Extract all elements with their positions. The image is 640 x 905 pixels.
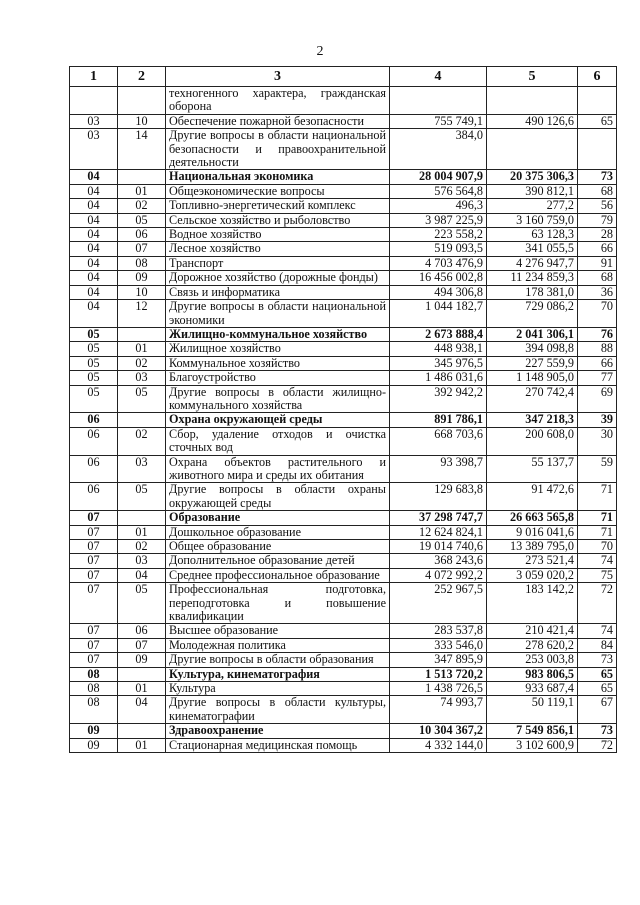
section-code-cell: 04 — [70, 242, 118, 256]
section-code-cell: 06 — [70, 427, 118, 455]
planned-amount-cell: 494 306,8 — [390, 285, 487, 299]
item-name-cell: техногенного характера, гражданская оборона — [166, 87, 390, 115]
section-code-cell: 05 — [70, 342, 118, 356]
column-header: 2 — [118, 67, 166, 87]
subsection-code-cell: 03 — [118, 455, 166, 483]
actual-amount-cell: 347 218,3 — [487, 413, 578, 427]
table-row — [70, 525, 617, 539]
subsection-code-cell — [118, 511, 166, 525]
subsection-code-cell: 08 — [118, 256, 166, 270]
percent-cell: 72 — [578, 738, 617, 752]
percent-cell: 65 — [578, 114, 617, 128]
percent-cell: 56 — [578, 199, 617, 213]
actual-amount-cell: 55 137,7 — [487, 455, 578, 483]
item-name-cell: Сельское хозяйство и рыболовство — [166, 213, 390, 227]
subsection-code-cell: 03 — [118, 554, 166, 568]
item-name-cell: Обеспечение пожарной безопасности — [166, 114, 390, 128]
section-code-cell: 07 — [70, 511, 118, 525]
actual-amount-cell: 227 559,9 — [487, 356, 578, 370]
subsection-code-cell: 06 — [118, 624, 166, 638]
section-code-cell: 09 — [70, 738, 118, 752]
percent-cell: 70 — [578, 300, 617, 328]
percent-cell: 36 — [578, 285, 617, 299]
subsection-code-cell: 01 — [118, 525, 166, 539]
actual-amount-cell: 178 381,0 — [487, 285, 578, 299]
section-code-cell: 07 — [70, 624, 118, 638]
percent-cell: 68 — [578, 271, 617, 285]
item-name-cell: Водное хозяйство — [166, 228, 390, 242]
planned-amount-cell: 37 298 747,7 — [390, 511, 487, 525]
item-name-cell: Общее образование — [166, 540, 390, 554]
section-code-cell: 04 — [70, 271, 118, 285]
table-row — [70, 682, 617, 696]
planned-amount-cell: 74 993,7 — [390, 696, 487, 724]
percent-cell: 84 — [578, 638, 617, 652]
section-code-cell: 04 — [70, 228, 118, 242]
table-row — [70, 184, 617, 198]
actual-amount-cell: 277,2 — [487, 199, 578, 213]
percent-cell: 74 — [578, 554, 617, 568]
actual-amount-cell: 7 549 856,1 — [487, 724, 578, 738]
percent-cell: 75 — [578, 568, 617, 582]
section-row — [70, 413, 617, 427]
table-row — [70, 228, 617, 242]
actual-amount-cell: 183 142,2 — [487, 583, 578, 624]
section-code-cell: 08 — [70, 682, 118, 696]
table-row — [70, 624, 617, 638]
item-name-cell: Общеэкономические вопросы — [166, 184, 390, 198]
actual-amount-cell: 341 055,5 — [487, 242, 578, 256]
subsection-code-cell: 02 — [118, 540, 166, 554]
table-row — [70, 483, 617, 511]
item-name-cell: Другие вопросы в области охраны окружающей среды — [166, 483, 390, 511]
item-name-cell: Дошкольное образование — [166, 525, 390, 539]
actual-amount-cell: 3 059 020,2 — [487, 568, 578, 582]
actual-amount-cell: 50 119,1 — [487, 696, 578, 724]
subsection-code-cell: 05 — [118, 385, 166, 413]
planned-amount-cell: 1 438 726,5 — [390, 682, 487, 696]
percent-cell: 65 — [578, 682, 617, 696]
section-code-cell: 07 — [70, 554, 118, 568]
subsection-code-cell: 05 — [118, 583, 166, 624]
actual-amount-cell: 278 620,2 — [487, 638, 578, 652]
planned-amount-cell: 28 004 907,9 — [390, 170, 487, 184]
planned-amount-cell: 496,3 — [390, 199, 487, 213]
planned-amount-cell: 576 564,8 — [390, 184, 487, 198]
item-name-cell: Благоустройство — [166, 371, 390, 385]
subsection-code-cell — [118, 413, 166, 427]
percent-cell: 68 — [578, 184, 617, 198]
table-row — [70, 371, 617, 385]
planned-amount-cell: 16 456 002,8 — [390, 271, 487, 285]
subsection-code-cell: 01 — [118, 184, 166, 198]
section-code-cell: 05 — [70, 385, 118, 413]
section-code-cell: 07 — [70, 653, 118, 667]
percent-cell — [578, 87, 617, 115]
percent-cell: 71 — [578, 483, 617, 511]
item-name-cell: Высшее образование — [166, 624, 390, 638]
item-name-cell: Профессиональная подготовка, переподготовка и повышение квалификации — [166, 583, 390, 624]
section-code-cell: 07 — [70, 568, 118, 582]
percent-cell: 74 — [578, 624, 617, 638]
actual-amount-cell: 270 742,4 — [487, 385, 578, 413]
section-code-cell: 06 — [70, 483, 118, 511]
percent-cell: 66 — [578, 242, 617, 256]
percent-cell: 73 — [578, 724, 617, 738]
actual-amount-cell: 253 003,8 — [487, 653, 578, 667]
subsection-code-cell: 09 — [118, 271, 166, 285]
percent-cell: 71 — [578, 525, 617, 539]
actual-amount-cell: 9 016 041,6 — [487, 525, 578, 539]
subsection-code-cell: 03 — [118, 371, 166, 385]
subsection-code-cell — [118, 170, 166, 184]
table-row — [70, 653, 617, 667]
subsection-code-cell: 14 — [118, 129, 166, 170]
percent-cell: 67 — [578, 696, 617, 724]
percent-cell: 39 — [578, 413, 617, 427]
column-header: 1 — [70, 67, 118, 87]
planned-amount-cell: 10 304 367,2 — [390, 724, 487, 738]
planned-amount-cell: 252 967,5 — [390, 583, 487, 624]
section-code-cell: 06 — [70, 455, 118, 483]
planned-amount-cell: 19 014 740,6 — [390, 540, 487, 554]
item-name-cell: Другие вопросы в области национальной экономики — [166, 300, 390, 328]
planned-amount-cell: 12 624 824,1 — [390, 525, 487, 539]
subsection-code-cell — [118, 327, 166, 341]
section-code-cell: 09 — [70, 724, 118, 738]
actual-amount-cell: 210 421,4 — [487, 624, 578, 638]
section-code-cell: 07 — [70, 540, 118, 554]
section-code-cell: 03 — [70, 114, 118, 128]
actual-amount-cell: 729 086,2 — [487, 300, 578, 328]
item-name-cell: Стационарная медицинская помощь — [166, 738, 390, 752]
planned-amount-cell: 2 673 888,4 — [390, 327, 487, 341]
section-row — [70, 170, 617, 184]
table-row — [70, 554, 617, 568]
planned-amount-cell: 4 332 144,0 — [390, 738, 487, 752]
percent-cell: 77 — [578, 371, 617, 385]
percent-cell: 65 — [578, 667, 617, 681]
subsection-code-cell: 02 — [118, 356, 166, 370]
section-code-cell: 04 — [70, 256, 118, 270]
percent-cell: 88 — [578, 342, 617, 356]
planned-amount-cell: 392 942,2 — [390, 385, 487, 413]
planned-amount-cell: 333 546,0 — [390, 638, 487, 652]
percent-cell: 72 — [578, 583, 617, 624]
subsection-code-cell: 06 — [118, 228, 166, 242]
subsection-code-cell: 07 — [118, 638, 166, 652]
table-row — [70, 738, 617, 752]
item-name-cell: Коммунальное хозяйство — [166, 356, 390, 370]
section-code-cell — [70, 87, 118, 115]
subsection-code-cell — [118, 667, 166, 681]
column-header: 4 — [390, 67, 487, 87]
section-row — [70, 667, 617, 681]
planned-amount-cell: 3 987 225,9 — [390, 213, 487, 227]
actual-amount-cell: 200 608,0 — [487, 427, 578, 455]
subsection-code-cell — [118, 724, 166, 738]
percent-cell: 73 — [578, 170, 617, 184]
budget-table — [69, 66, 617, 753]
actual-amount-cell: 3 160 759,0 — [487, 213, 578, 227]
actual-amount-cell: 983 806,5 — [487, 667, 578, 681]
planned-amount-cell: 347 895,9 — [390, 653, 487, 667]
table-header — [70, 67, 617, 87]
table-row — [70, 455, 617, 483]
planned-amount-cell: 1 513 720,2 — [390, 667, 487, 681]
item-name-cell: Дорожное хозяйство (дорожные фонды) — [166, 271, 390, 285]
subsection-code-cell: 10 — [118, 285, 166, 299]
actual-amount-cell: 26 663 565,8 — [487, 511, 578, 525]
table-row — [70, 427, 617, 455]
table-row — [70, 199, 617, 213]
table-row — [70, 583, 617, 624]
table-row — [70, 540, 617, 554]
subsection-code-cell: 02 — [118, 427, 166, 455]
section-code-cell: 04 — [70, 285, 118, 299]
section-code-cell: 04 — [70, 199, 118, 213]
subsection-code-cell: 04 — [118, 568, 166, 582]
percent-cell: 73 — [578, 653, 617, 667]
actual-amount-cell — [487, 87, 578, 115]
actual-amount-cell: 490 126,6 — [487, 114, 578, 128]
actual-amount-cell — [487, 129, 578, 170]
actual-amount-cell: 4 276 947,7 — [487, 256, 578, 270]
section-code-cell: 08 — [70, 696, 118, 724]
actual-amount-cell: 11 234 859,3 — [487, 271, 578, 285]
percent-cell: 91 — [578, 256, 617, 270]
section-code-cell: 08 — [70, 667, 118, 681]
actual-amount-cell: 91 472,6 — [487, 483, 578, 511]
section-code-cell: 04 — [70, 170, 118, 184]
planned-amount-cell: 223 558,2 — [390, 228, 487, 242]
planned-amount-cell: 519 093,5 — [390, 242, 487, 256]
planned-amount-cell: 755 749,1 — [390, 114, 487, 128]
percent-cell — [578, 129, 617, 170]
header-row — [70, 67, 617, 87]
item-name-cell: Здравоохранение — [166, 724, 390, 738]
percent-cell: 59 — [578, 455, 617, 483]
planned-amount-cell: 129 683,8 — [390, 483, 487, 511]
column-header: 6 — [578, 67, 617, 87]
item-name-cell: Охрана окружающей среды — [166, 413, 390, 427]
table-body — [70, 87, 617, 753]
planned-amount-cell: 1 044 182,7 — [390, 300, 487, 328]
subsection-code-cell: 05 — [118, 213, 166, 227]
percent-cell: 71 — [578, 511, 617, 525]
item-name-cell: Другие вопросы в области культуры, кинематографии — [166, 696, 390, 724]
item-name-cell: Жилищно-коммунальное хозяйство — [166, 327, 390, 341]
table-row — [70, 638, 617, 652]
actual-amount-cell: 20 375 306,3 — [487, 170, 578, 184]
subsection-code-cell: 01 — [118, 682, 166, 696]
item-name-cell: Культура, кинематография — [166, 667, 390, 681]
percent-cell: 69 — [578, 385, 617, 413]
planned-amount-cell: 368 243,6 — [390, 554, 487, 568]
subsection-code-cell: 01 — [118, 738, 166, 752]
actual-amount-cell: 1 148 905,0 — [487, 371, 578, 385]
actual-amount-cell: 63 128,3 — [487, 228, 578, 242]
item-name-cell: Молодежная политика — [166, 638, 390, 652]
planned-amount-cell: 1 486 031,6 — [390, 371, 487, 385]
section-code-cell: 05 — [70, 356, 118, 370]
table-row — [70, 568, 617, 582]
planned-amount-cell: 448 938,1 — [390, 342, 487, 356]
item-name-cell: Культура — [166, 682, 390, 696]
item-name-cell: Лесное хозяйство — [166, 242, 390, 256]
subsection-code-cell: 12 — [118, 300, 166, 328]
actual-amount-cell: 13 389 795,0 — [487, 540, 578, 554]
planned-amount-cell — [390, 87, 487, 115]
section-code-cell: 07 — [70, 583, 118, 624]
planned-amount-cell: 668 703,6 — [390, 427, 487, 455]
actual-amount-cell: 933 687,4 — [487, 682, 578, 696]
table-row — [70, 342, 617, 356]
item-name-cell: Транспорт — [166, 256, 390, 270]
item-name-cell: Жилищное хозяйство — [166, 342, 390, 356]
table-row — [70, 356, 617, 370]
section-code-cell: 04 — [70, 184, 118, 198]
percent-cell: 79 — [578, 213, 617, 227]
item-name-cell: Дополнительное образование детей — [166, 554, 390, 568]
subsection-code-cell: 02 — [118, 199, 166, 213]
item-name-cell: Топливно-энергетический комплекс — [166, 199, 390, 213]
subsection-code-cell: 01 — [118, 342, 166, 356]
table-row — [70, 87, 617, 115]
subsection-code-cell: 05 — [118, 483, 166, 511]
actual-amount-cell: 2 041 306,1 — [487, 327, 578, 341]
item-name-cell: Образование — [166, 511, 390, 525]
planned-amount-cell: 93 398,7 — [390, 455, 487, 483]
percent-cell: 30 — [578, 427, 617, 455]
percent-cell: 76 — [578, 327, 617, 341]
column-header: 5 — [487, 67, 578, 87]
planned-amount-cell: 384,0 — [390, 129, 487, 170]
table-row — [70, 385, 617, 413]
actual-amount-cell: 394 098,8 — [487, 342, 578, 356]
table-row — [70, 213, 617, 227]
section-code-cell: 04 — [70, 213, 118, 227]
percent-cell: 70 — [578, 540, 617, 554]
planned-amount-cell: 4 072 992,2 — [390, 568, 487, 582]
table-row — [70, 256, 617, 270]
planned-amount-cell: 891 786,1 — [390, 413, 487, 427]
section-row — [70, 327, 617, 341]
percent-cell: 66 — [578, 356, 617, 370]
actual-amount-cell: 3 102 600,9 — [487, 738, 578, 752]
table-row — [70, 129, 617, 170]
actual-amount-cell: 390 812,1 — [487, 184, 578, 198]
item-name-cell: Национальная экономика — [166, 170, 390, 184]
item-name-cell: Другие вопросы в области национальной безопасности и правоохранительной деятельности — [166, 129, 390, 170]
section-code-cell: 06 — [70, 413, 118, 427]
actual-amount-cell: 273 521,4 — [487, 554, 578, 568]
table-row — [70, 300, 617, 328]
item-name-cell: Среднее профессиональное образование — [166, 568, 390, 582]
section-code-cell: 07 — [70, 638, 118, 652]
subsection-code-cell: 04 — [118, 696, 166, 724]
table-row — [70, 114, 617, 128]
section-code-cell: 04 — [70, 300, 118, 328]
subsection-code-cell: 09 — [118, 653, 166, 667]
subsection-code-cell: 07 — [118, 242, 166, 256]
section-code-cell: 03 — [70, 129, 118, 170]
item-name-cell: Другие вопросы в области жилищно-коммунального хозяйства — [166, 385, 390, 413]
section-row — [70, 724, 617, 738]
section-code-cell: 05 — [70, 327, 118, 341]
item-name-cell: Охрана объектов растительного и животного мира и среды их обитания — [166, 455, 390, 483]
planned-amount-cell: 283 537,8 — [390, 624, 487, 638]
planned-amount-cell: 345 976,5 — [390, 356, 487, 370]
table-row — [70, 242, 617, 256]
percent-cell: 28 — [578, 228, 617, 242]
subsection-code-cell: 10 — [118, 114, 166, 128]
column-header: 3 — [166, 67, 390, 87]
section-code-cell: 05 — [70, 371, 118, 385]
item-name-cell: Связь и информатика — [166, 285, 390, 299]
table-row — [70, 271, 617, 285]
item-name-cell: Сбор, удаление отходов и очистка сточных вод — [166, 427, 390, 455]
item-name-cell: Другие вопросы в области образования — [166, 653, 390, 667]
section-row — [70, 511, 617, 525]
table-row — [70, 285, 617, 299]
section-code-cell: 07 — [70, 525, 118, 539]
subsection-code-cell — [118, 87, 166, 115]
planned-amount-cell: 4 703 476,9 — [390, 256, 487, 270]
page-number: 2 — [316, 44, 324, 59]
table-row — [70, 696, 617, 724]
